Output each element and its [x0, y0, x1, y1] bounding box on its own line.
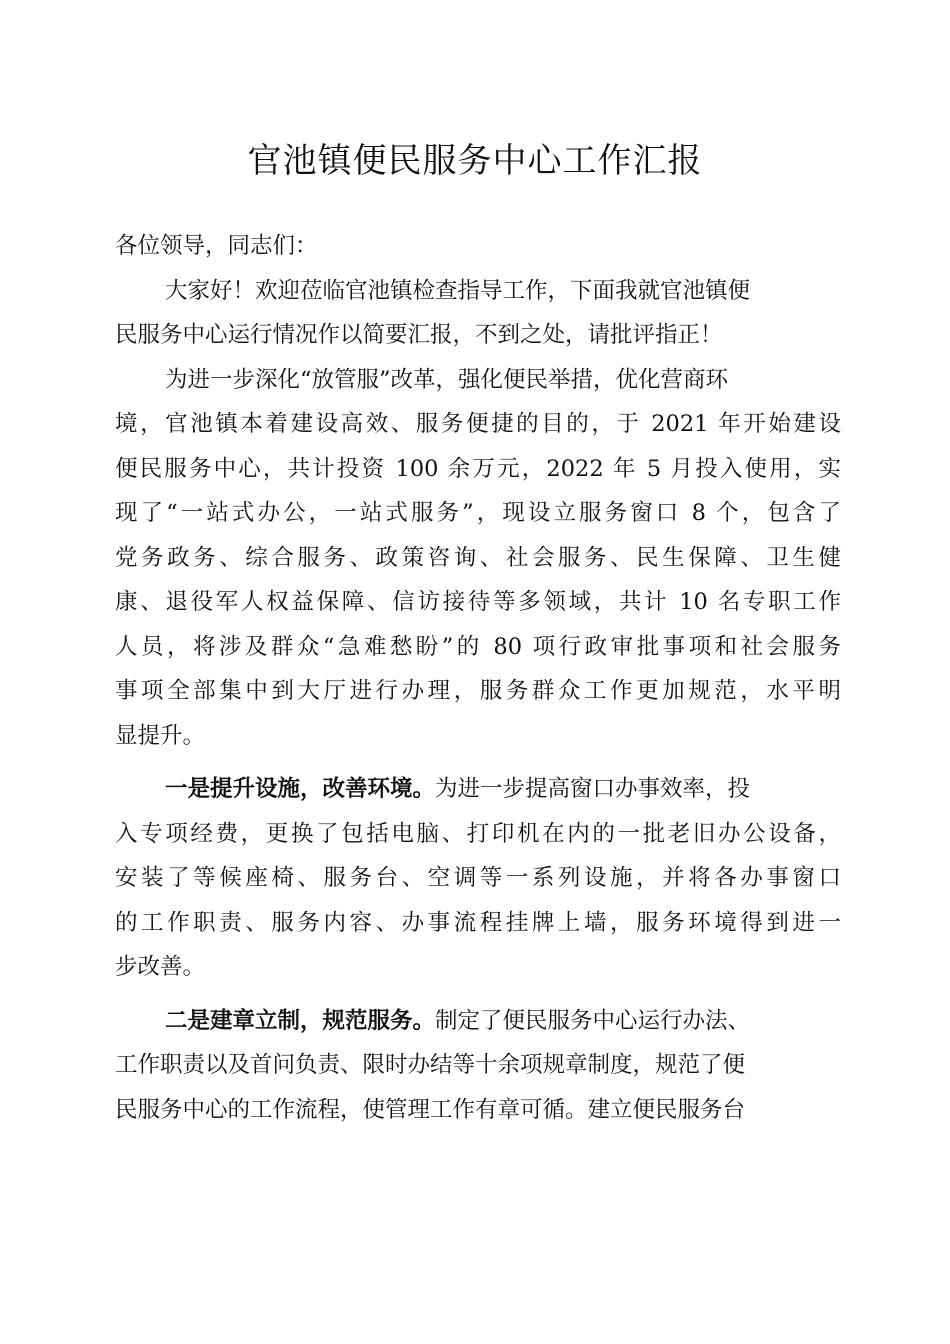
background-line-7: 人员，将涉及群众“急难愁盼”的 80 项行政审批事项和社会服务	[115, 633, 841, 660]
section-1-paragraph	[115, 767, 841, 990]
section-2-line-1	[115, 999, 841, 1044]
section-1-line-4: 的工作职责、服务内容、办事流程挂牌上墙，服务环境得到进一	[115, 909, 841, 936]
section-1-line-3: 安装了等候座椅、服务台、空调等一系列设施，并将各办事窗口	[115, 865, 841, 891]
intro-line-1: 大家好！欢迎莅临官池镇检查指导工作，下面我就官池镇便	[165, 277, 751, 304]
section-2-lead: 二是建章立制，规范服务。	[165, 1007, 436, 1034]
background-line-2: 境，官池镇本着建设高效、服务便捷的目的，于 2021 年开始建设	[115, 411, 841, 437]
background-line-5: 党务政务、综合服务、政策咨询、社会服务、民生保障、卫生健	[115, 544, 841, 571]
document-body	[115, 224, 841, 1132]
salutation: 各位领导，同志们：	[115, 233, 318, 259]
section-1-line-5: 步改善。	[115, 954, 206, 980]
background-paragraph	[115, 358, 841, 759]
background-line-3: 便民服务中心，共计投资 100 余万元，2022 年 5 月投入使用，实	[115, 455, 841, 482]
section-2-line-2: 工作职责以及首问负责、限时办结等十余项规章制度，规范了便	[115, 1052, 746, 1078]
section-1-lead: 一是提升设施，改善环境。	[165, 776, 436, 802]
background-line-4: 现了“一站式办公，一站式服务”，现设立服务窗口 8 个，包含了	[115, 500, 841, 526]
section-2-first-line-rest: 制定了便民服务中心运行办法、	[435, 1007, 751, 1034]
section-2-line-3: 民服务中心的工作流程，使管理工作有章可循。建立便民服务台	[115, 1096, 746, 1123]
section-1-line-2: 入专项经费，更换了包括电脑、打印机在内的一批老旧办公设备，	[115, 820, 841, 847]
section-1-line-1	[115, 767, 841, 812]
background-line-8: 事项全部集中到大厅进行办理，服务群众工作更加规范，水平明	[115, 678, 841, 704]
document-title: 官池镇便民服务中心工作汇报	[247, 141, 703, 181]
background-line-1: 为进一步深化“放管服”改革，强化便民举措，优化营商环	[165, 366, 729, 393]
intro-paragraph	[115, 269, 841, 358]
section-2-paragraph	[115, 999, 841, 1133]
section-1-first-line-rest: 为进一步提高窗口办事效率，投	[435, 776, 751, 802]
background-line-9: 显提升。	[115, 722, 206, 749]
background-line-6: 康、退役军人权益保障、信访接待等多领域，共计 10 名专职工作	[115, 589, 841, 615]
intro-line-2: 民服务中心运行情况作以简要汇报，不到之处，请批评指正！	[115, 322, 723, 348]
